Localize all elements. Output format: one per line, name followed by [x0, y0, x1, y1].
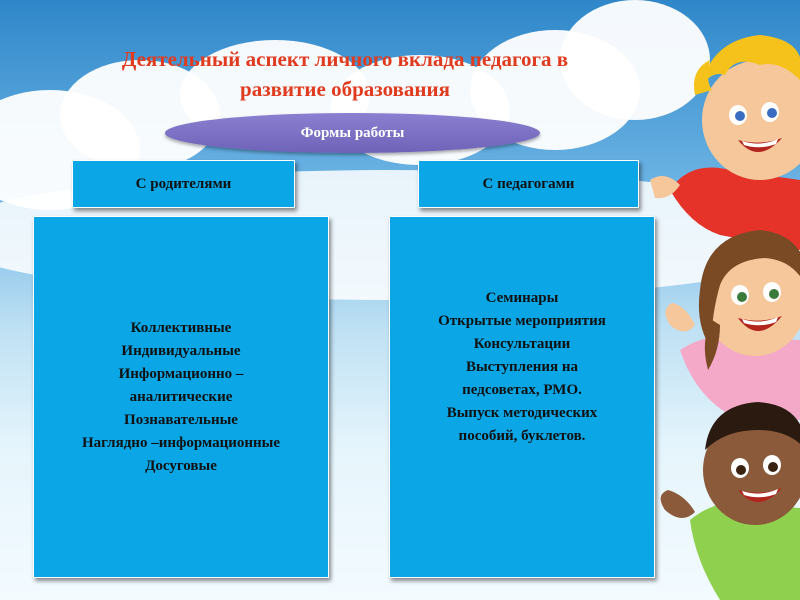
- parents-item: Коллективные: [130, 319, 232, 336]
- parents-header: С родителями: [72, 160, 295, 208]
- forms-of-work-label: Формы работы: [165, 113, 540, 153]
- teachers-item: Открытые мероприятия: [438, 312, 606, 329]
- teachers-item: пособий, буклетов.: [458, 427, 586, 444]
- parents-item: Наглядно –информационные: [81, 434, 281, 451]
- teachers-item: Выпуск методических: [446, 404, 598, 421]
- teachers-item: Выступления на: [465, 358, 579, 375]
- page-title: [40, 44, 650, 104]
- parents-item: Информационно –: [118, 365, 244, 382]
- parents-forms-box: [33, 216, 329, 578]
- girl-brown-hair: [665, 230, 800, 420]
- teachers-header: С педагогами: [418, 160, 639, 208]
- parents-item: Досуговые: [145, 457, 217, 474]
- parents-item: Познавательные: [124, 411, 238, 428]
- boy-dark-hair: [661, 402, 800, 600]
- title-line-2: развитие образования: [240, 77, 450, 101]
- parents-item: Индивидуальные: [121, 342, 241, 359]
- teachers-item: Консультации: [473, 335, 571, 352]
- boy-yellow-hair: [650, 35, 800, 250]
- teachers-item: педсоветах, РМО.: [462, 381, 582, 398]
- parents-item: аналитические: [129, 388, 233, 405]
- teachers-item: Семинары: [485, 289, 559, 306]
- cartoon-children-illustration: [650, 20, 800, 600]
- title-line-1: Деятельный аспект личного вклада педагога в: [121, 47, 569, 71]
- teachers-forms-box: [389, 216, 655, 578]
